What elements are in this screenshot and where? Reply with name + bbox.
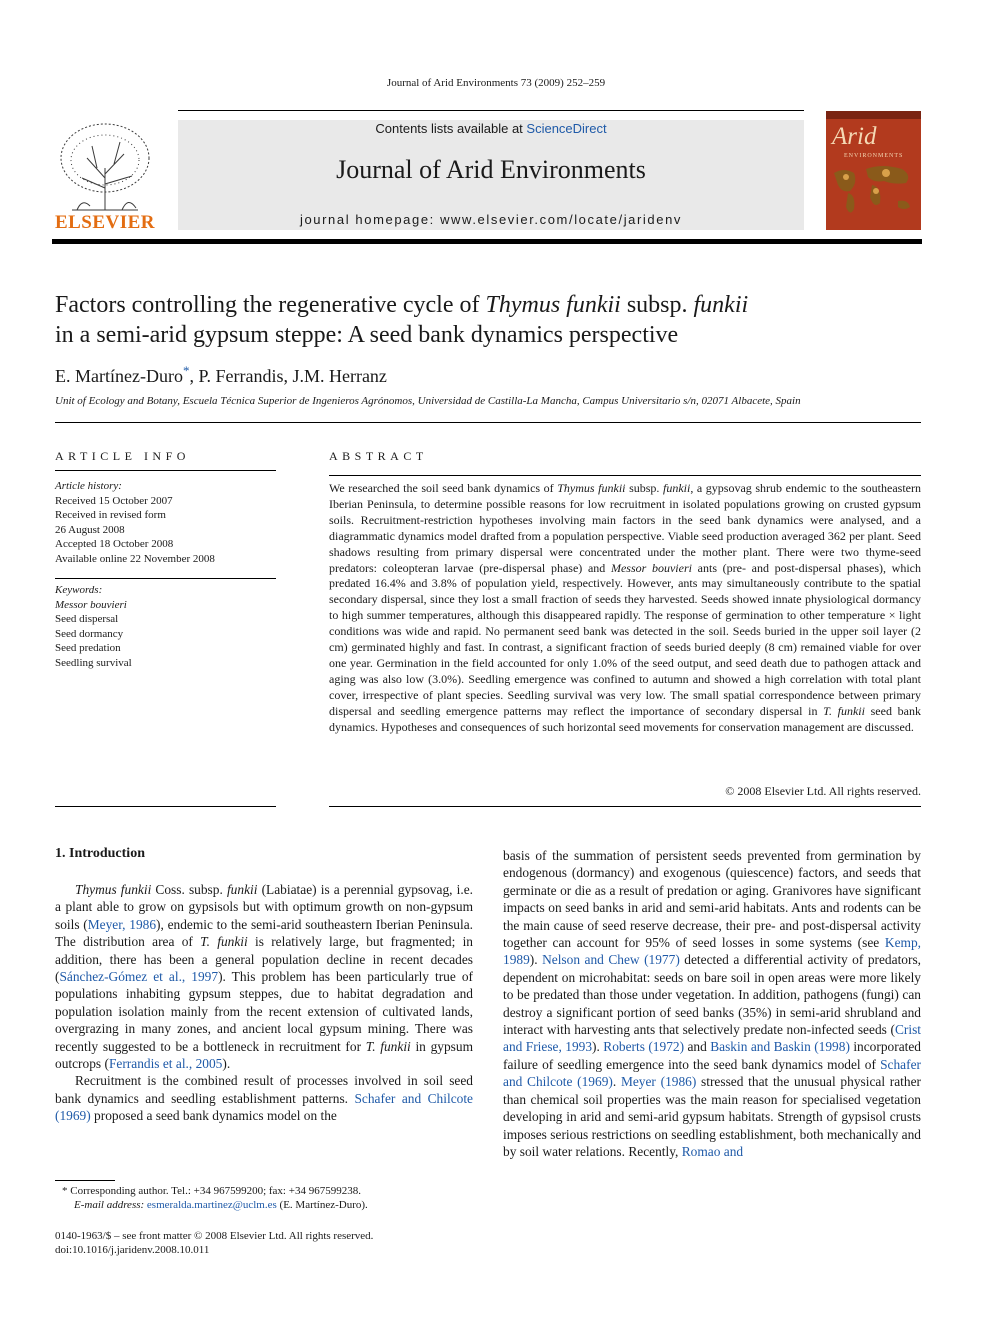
history-item: Received in revised form xyxy=(55,509,166,521)
footnote-text: Corresponding author. Tel.: +34 967599200; fax: +34 967599238. xyxy=(67,1185,361,1197)
citation-link[interactable]: Baskin and Baskin (1998) xyxy=(710,1039,850,1055)
keyword-item: Seedling survival xyxy=(55,656,132,669)
keyword-item: Seed predation xyxy=(55,642,121,654)
title-part: subsp. xyxy=(620,292,694,318)
abstract-text: seed bank dynamics. Hypotheses and consequences of such horizontal seed movements for conservation management are discussed. xyxy=(329,703,921,734)
citation-link[interactable]: Crist and Friese, 1993 xyxy=(503,1022,921,1055)
issn-line: 0140-1963/$ – see front matter © 2008 Elsevier Ltd. All rights reserved. xyxy=(55,1230,374,1242)
publisher-name: ELSEVIER xyxy=(54,212,156,233)
citation-link[interactable]: Meyer (1986) xyxy=(620,1074,697,1090)
affiliation: Unit of Ecology and Botany, Escuela Técnica Superior de Ingenieros Agrónomos, Universidad de Castilla-La Mancha, Campus Universitario s/n, 02071 Albacete, Spain xyxy=(55,395,801,407)
intro-right-column xyxy=(503,847,921,1160)
text: (Labiatae) is a perennial gypsovag, i.e. a plant able to grow on gypsisols but with optimum growth on non-gypsum soils ( xyxy=(55,882,473,932)
doi-line[interactable]: doi:10.1016/j.jaridenv.2008.10.011 xyxy=(55,1244,210,1256)
author-list xyxy=(55,363,387,387)
text: ). xyxy=(529,952,543,968)
author-email-link[interactable]: esmeralda.martinez@uclm.es xyxy=(146,1199,277,1211)
article-title xyxy=(55,290,925,350)
title-subspecies: funkii xyxy=(693,292,749,318)
journal-homepage[interactable]: journal homepage: www.elsevier.com/locate/jaridenv xyxy=(299,212,683,227)
article-info-bottom-rule xyxy=(55,806,276,807)
keywords-rule xyxy=(55,578,276,579)
abstract-species: Thymus funkii xyxy=(557,481,626,495)
paragraph xyxy=(55,1072,473,1124)
citation-link[interactable]: Kemp, 1989 xyxy=(503,935,921,968)
citation-link[interactable]: Meyer, 1986 xyxy=(87,916,157,932)
journal-citation: Journal of Arid Environments 73 (2009) 252–259 xyxy=(386,77,606,89)
email-label: E-mail address: xyxy=(74,1199,147,1211)
journal-name: Journal of Arid Environments xyxy=(336,155,646,184)
text: incorporated failure of seedling emergence into the seed bank dynamics model of xyxy=(503,1039,921,1072)
header-top-rule xyxy=(178,110,804,111)
author-names: , P. Ferrandis, J.M. Herranz xyxy=(189,366,387,386)
text: and xyxy=(684,1039,711,1055)
title-species: Thymus funkii xyxy=(485,292,621,318)
text: Coss. subsp. xyxy=(151,882,227,897)
citation-link[interactable]: Schafer and Chilcote (1969) xyxy=(55,1090,473,1124)
article-info-heading: ARTICLE INFO xyxy=(55,449,190,463)
text: ), endemic to the semi-arid southeastern Iberian Peninsula. The distribution area of xyxy=(55,916,473,950)
text: ). This problem has been particularly true of populations inhabiting gypsum steppes, due to habitat degradation and population isolation mainly from the recent extension of cultivated lands, overgrazing in many zones, and ancient local gypsum mining. There was recently suggested to be a bottleneck in recruitment for xyxy=(55,969,473,1054)
cover-title: Arid xyxy=(832,123,877,150)
abstract-body xyxy=(329,481,921,736)
text: in gypsum outcrops ( xyxy=(55,1038,473,1072)
contents-prefix: Contents lists available at xyxy=(375,121,527,136)
text: Recruitment is the combined result of processes involved in soil seed bank dynamics and seedling establishment patterns. xyxy=(55,1073,473,1106)
header-thick-rule xyxy=(52,239,922,244)
abstract-species: funkii xyxy=(663,481,691,495)
title-part: Factors controlling the regenerative cycle of xyxy=(55,292,486,318)
text: ). xyxy=(592,1039,604,1055)
article-history xyxy=(55,479,276,566)
species-name: Thymus funkii xyxy=(75,882,152,897)
citation-link[interactable]: Sánchez-Gómez et al., 1997 xyxy=(59,969,219,985)
keywords xyxy=(55,583,276,670)
abstract-species: T. funkii xyxy=(823,703,865,718)
intro-left-column xyxy=(55,881,473,1125)
text: . xyxy=(612,1074,621,1090)
text: is relatively large, but fragmented; in addition, there has been a general population decline in recent decades ( xyxy=(55,934,473,985)
abstract-copyright: © 2008 Elsevier Ltd. All rights reserved. xyxy=(725,784,921,798)
abstract-rule xyxy=(329,475,921,476)
journal-cover-image xyxy=(826,111,921,230)
footnote-marker: * xyxy=(62,1185,68,1197)
abstract-species: Messor bouvieri xyxy=(610,560,692,575)
citation-link[interactable]: Roberts (1972) xyxy=(603,1039,685,1055)
citation-link[interactable]: Romao and xyxy=(681,1143,744,1159)
species-name: funkii xyxy=(226,882,258,897)
history-label: Article history: xyxy=(55,480,122,492)
text: detected a differential activity of predators, dependent on microhabitat: seeds on bare soil in open areas were more likely to be predated than those under vegetation. In addition, pathogens (fungi) can destroy a significant portion of seed banks (35%) in semi-arid shrubland and interact with harvesting ants that selectively predate non-infected seeds ( xyxy=(503,952,921,1038)
cover-subtitle: ENVIRONMENTS xyxy=(844,153,904,159)
abstract-text: ants (pre- and post-dispersal phases), which predated 16.4% and 3.8% of population yield, respectively. However, ants may simultaneously contribute to the spatial secondary dispersal, since they lost a small fraction of seeds they harvested. Seeds showed innate physiological dormancy to high summer temperatures, although this disappeared rapidly. The response of germination to other temperature × light conditions was wide and rapid. No permanent seed bank was detected in the soil. Seeds buried in the upper soil layer (2 cm) germinated highly and fast. In contrast, a significant fraction of seeds buried deeply (8 cm) remained viable for over one year. Germination in the field accounted for only 1.0% of the seed output, and seed death due to pathogen attack and aging was also low (3.0%). Seedling emergence was confined to autumn and showed a high correlation with total plant cover, irrespective of plant species. Seedling survival was very low. The small spatial correspondence between primary dispersal and seedling emergence patterns may reflect the importance of secondary dispersal in xyxy=(329,560,922,718)
contents-line xyxy=(178,121,804,136)
text: ). xyxy=(222,1056,231,1072)
keywords-label: Keywords: xyxy=(55,584,103,596)
abstract-text: , a gypsovag shrub endemic to the southeastern Iberian Peninsula, to determine possible reasons for low recruitment in isolated populations growing on crusted gypsum soils. Recruitment-restriction hypotheses involving main factors in the seed bank dynamics were analysed, and a diagrammatic dynamics model drafted from a population perspective. Viable seed production averaged 362 per plant. Seed shadows resulting from primary dispersal were concentrated under the mother plant. There were two thyme-seed predators: coleopteran larvae (pre-dispersal phase) and xyxy=(329,481,921,575)
abstract-heading: ABSTRACT xyxy=(329,449,428,463)
history-item: Received 15 October 2007 xyxy=(55,494,173,507)
title-divider xyxy=(55,422,921,423)
text: stressed that the unusual physical rather than chemical soil properties was the main reason for specialised vegetation developing in arid and semi-arid gypsum habitats. Strength of gypsisol crusts imposes serious restrictions on seedling establishment, both mechanically and by soil water relations. Recently, xyxy=(503,1074,921,1159)
history-item: 26 August 2008 xyxy=(55,523,125,536)
history-item: Accepted 18 October 2008 xyxy=(55,538,174,550)
abstract-text: We researched the soil seed bank dynamics of xyxy=(329,481,558,495)
footnote-text: (E. Martínez-Duro). xyxy=(276,1199,368,1211)
abstract-text: subsp. xyxy=(625,481,663,495)
sciencedirect-link[interactable]: ScienceDirect xyxy=(526,121,607,136)
footnote-rule xyxy=(55,1180,115,1181)
paragraph xyxy=(503,847,921,1160)
citation-link[interactable]: Schafer and Chilcote (1969) xyxy=(503,1056,921,1090)
species-name: T. funkii xyxy=(200,934,248,950)
author-name: E. Martínez-Duro xyxy=(55,366,183,386)
text: basis of the summation of persistent seeds prevented from germination by endogenous (dormancy) and exogenous (quiescence) factors, and seeds that germinate or die as a result of predation or aging. Granivores have significant impacts on seed banks in arid and semi-arid habitats. Ants and rodents can be the main cause of seed reserve decrease, their pre- and post-dispersal activity together can account for 95% of seed losses in some systems (see xyxy=(503,848,921,951)
citation-link[interactable]: Ferrandis et al., 2005 xyxy=(108,1056,223,1072)
corresponding-author-footnote xyxy=(62,1184,482,1212)
keyword-item: Seed dormancy xyxy=(55,627,124,640)
species-name: T. funkii xyxy=(365,1038,411,1054)
keyword-item: Seed dispersal xyxy=(55,613,119,625)
citation-link[interactable]: Nelson and Chew (1977) xyxy=(542,952,680,968)
paragraph xyxy=(55,881,473,1072)
abstract-bottom-rule xyxy=(329,806,921,807)
corresponding-author-marker[interactable]: * xyxy=(182,363,190,378)
history-item: Available online 22 November 2008 xyxy=(55,552,215,565)
text: proposed a seed bank dynamics model on the xyxy=(90,1108,337,1124)
section-heading-introduction: 1. Introduction xyxy=(55,846,145,861)
article-info-rule xyxy=(55,470,276,471)
title-line-2: in a semi-arid gypsum steppe: A seed bank dynamics perspective xyxy=(55,322,679,348)
keyword-item: Messor bouvieri xyxy=(55,598,127,611)
